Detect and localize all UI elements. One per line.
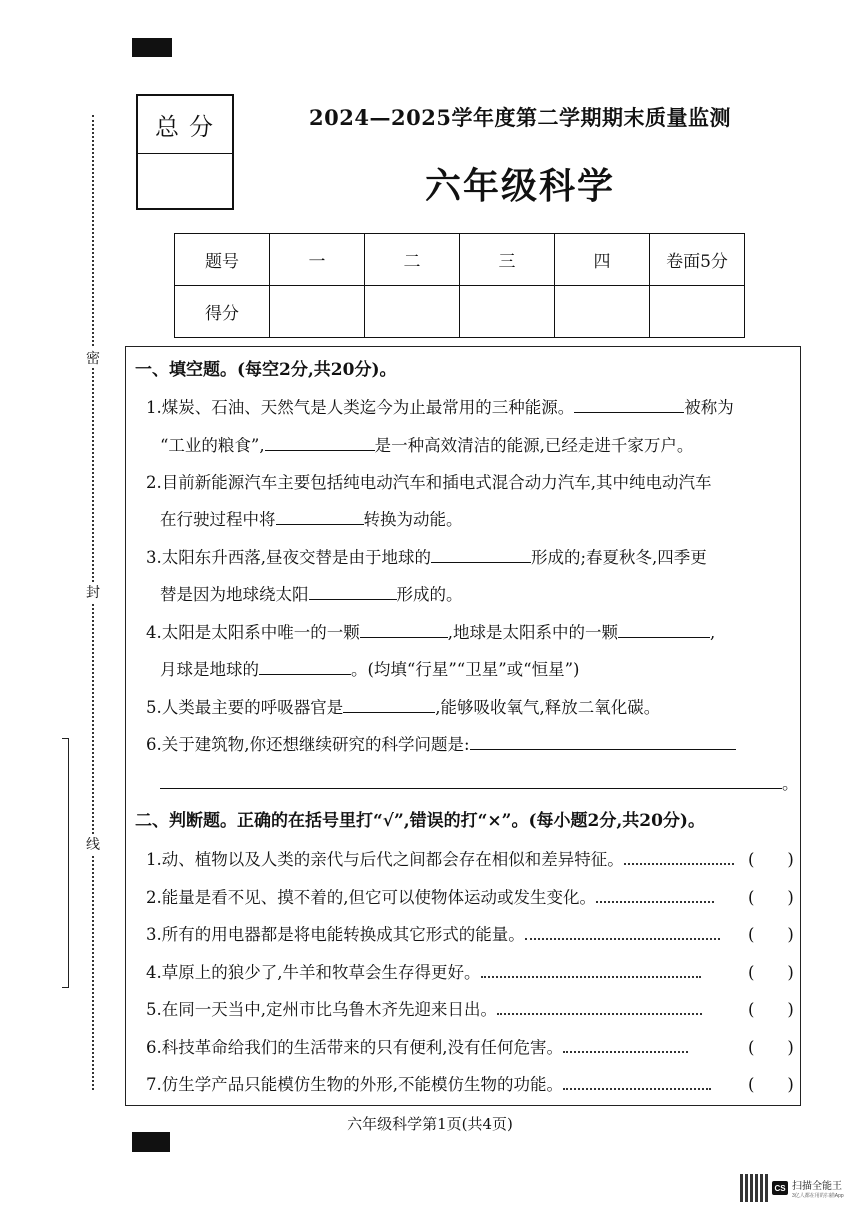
judgment-item-5 [146, 996, 702, 1020]
q2-text: 转换为动能。 [363, 510, 463, 529]
q3-blank-2[interactable] [309, 582, 397, 600]
leader-dots [596, 889, 714, 903]
judgment-item-4 [146, 959, 701, 983]
score-input-cell[interactable] [460, 286, 555, 338]
leader-dots [481, 964, 701, 978]
answer-paren-4[interactable]: ( ) [748, 963, 794, 982]
qr-code-icon [740, 1174, 768, 1202]
judgment-item-2 [146, 884, 714, 908]
judgment-text: 2.能量是看不见、摸不着的,但它可以使物体运动或发生变化。 [146, 888, 596, 907]
question-frame [125, 346, 801, 1106]
q2-blank[interactable] [276, 507, 364, 525]
score-table-cell: 四 [555, 234, 650, 286]
score-table [174, 233, 745, 338]
q6-line2 [160, 770, 799, 794]
subject-title: 六年级科学 [424, 165, 615, 207]
registration-mark-bottom [132, 1132, 170, 1152]
q6-line1 [146, 731, 736, 755]
q5-blank[interactable] [343, 695, 435, 713]
q5-text: 5.人类最主要的呼吸器官是 [146, 698, 344, 717]
q1-blank-2[interactable] [265, 433, 375, 451]
watermark-name: 扫描全能王 [792, 1181, 842, 1192]
q6-blank-2[interactable] [160, 771, 782, 789]
judgment-text: 4.草原上的狼少了,牛羊和牧草会生存得更好。 [146, 963, 481, 982]
q1-text: “工业的粮食”, [160, 436, 265, 455]
watermark-text [792, 1177, 844, 1199]
q1-text: 是一种高效清洁的能源,已经走进千家万户。 [374, 436, 694, 455]
q4-line1 [146, 619, 715, 643]
score-table-cell: 题号 [175, 234, 270, 286]
section2-heading: 二、判断题。正确的在括号里打“√”,错误的打“×”。(每小题2分,共20分)。 [135, 811, 705, 831]
section1-heading: 一、填空题。(每空2分,共20分)。 [135, 360, 397, 380]
score-table-cell: 一 [270, 234, 365, 286]
q3-text: 3.太阳东升西落,昼夜交替是由于地球的 [146, 548, 431, 567]
answer-paren-5[interactable]: ( ) [748, 1000, 794, 1019]
q4-text: , [710, 623, 716, 642]
margin-char-feng: 封 [84, 582, 102, 602]
judgment-text: 3.所有的用电器都是将电能转换成其它形式的能量。 [146, 925, 525, 944]
judgment-text: 5.在同一天当中,定州市比乌鲁木齐先迎来日出。 [146, 1000, 497, 1019]
judgment-item-3 [146, 921, 720, 945]
total-score-field[interactable] [138, 154, 232, 208]
q6-text: 。 [782, 774, 799, 793]
q4-blank-2[interactable] [618, 620, 710, 638]
judgment-text: 6.科技革命给我们的生活带来的只有便利,没有任何危害。 [146, 1038, 563, 1057]
q3-line1 [146, 544, 707, 568]
score-table-cell: 二 [365, 234, 460, 286]
score-table-cell: 卷面5分 [650, 234, 745, 286]
exam-title: 2024—2025学年度第二学期期末质量监测 [309, 105, 731, 130]
score-table-cell: 三 [460, 234, 555, 286]
q5-line [146, 694, 660, 718]
q2-line2 [160, 506, 463, 530]
q3-text: 形成的;春夏秋冬,四季更 [531, 548, 707, 567]
q4-blank-3[interactable] [259, 657, 351, 675]
judgment-item-7 [146, 1071, 711, 1095]
leader-dots [563, 1076, 711, 1090]
q3-text: 形成的。 [396, 585, 463, 604]
q6-text: 6.关于建筑物,你还想继续研究的科学问题是: [146, 735, 470, 754]
judgment-text: 1.动、植物以及人类的亲代与后代之间都会存在相似和差异特征。 [146, 850, 624, 869]
answer-paren-1[interactable]: ( ) [748, 850, 794, 869]
q3-line2 [160, 581, 463, 605]
q1-text: 被称为 [684, 398, 734, 417]
judgment-item-6 [146, 1034, 688, 1058]
side-bracket [62, 738, 69, 988]
answer-paren-3[interactable]: ( ) [748, 925, 794, 944]
q3-text: 替是因为地球绕太阳 [160, 585, 309, 604]
q4-text: 月球是地球的 [160, 660, 259, 679]
score-input-cell[interactable] [365, 286, 460, 338]
score-input-cell[interactable] [555, 286, 650, 338]
total-score-label: 总分 [138, 96, 232, 154]
score-row-label: 得分 [175, 286, 270, 338]
score-table-header-row [175, 234, 745, 286]
answer-paren-6[interactable]: ( ) [748, 1038, 794, 1057]
score-input-cell[interactable] [270, 286, 365, 338]
q6-blank-1[interactable] [470, 732, 736, 750]
answer-paren-7[interactable]: ( ) [748, 1075, 794, 1094]
q2-text: 在行驶过程中将 [160, 510, 276, 529]
answer-paren-2[interactable]: ( ) [748, 888, 794, 907]
q4-blank-1[interactable] [360, 620, 448, 638]
q4-text: 4.太阳是太阳系中唯一的一颗 [146, 623, 360, 642]
page-footer: 六年级科学第1页(共4页) [347, 1115, 513, 1133]
margin-char-mi: 密 [84, 348, 102, 368]
cs-logo-icon: CS [772, 1181, 788, 1195]
judgment-text: 7.仿生学产品只能模仿生物的外形,不能模仿生物的功能。 [146, 1075, 563, 1094]
q2-line1: 2.目前新能源汽车主要包括纯电动汽车和插电式混合动力汽车,其中纯电动汽车 [146, 473, 712, 492]
judgment-item-1 [146, 846, 734, 870]
leader-dots [624, 851, 734, 865]
binding-dotted-line [92, 115, 94, 1090]
registration-mark-top [132, 38, 172, 57]
q3-blank-1[interactable] [431, 545, 531, 563]
leader-dots [497, 1001, 702, 1015]
scanner-watermark [740, 1174, 844, 1202]
q1-line1 [146, 394, 734, 418]
q4-text: ,地球是太阳系中的一颗 [447, 623, 618, 642]
leader-dots [525, 926, 720, 940]
score-input-cell[interactable] [650, 286, 745, 338]
margin-char-xian: 线 [84, 834, 102, 854]
q1-line2 [160, 432, 693, 456]
q4-text: 。(均填“行星”“卫星”或“恒星”) [351, 660, 580, 679]
q5-text: ,能够吸收氧气,释放二氧化碳。 [435, 698, 661, 717]
total-score-box [136, 94, 234, 210]
q1-text: 1.煤炭、石油、天然气是人类迄今为止最常用的三种能源。 [146, 398, 575, 417]
score-table-score-row [175, 286, 745, 338]
q1-blank-1[interactable] [574, 395, 684, 413]
watermark-tagline: 3亿人都在用的扫描App [792, 1193, 844, 1199]
q4-line2 [160, 656, 580, 680]
leader-dots [563, 1039, 688, 1053]
